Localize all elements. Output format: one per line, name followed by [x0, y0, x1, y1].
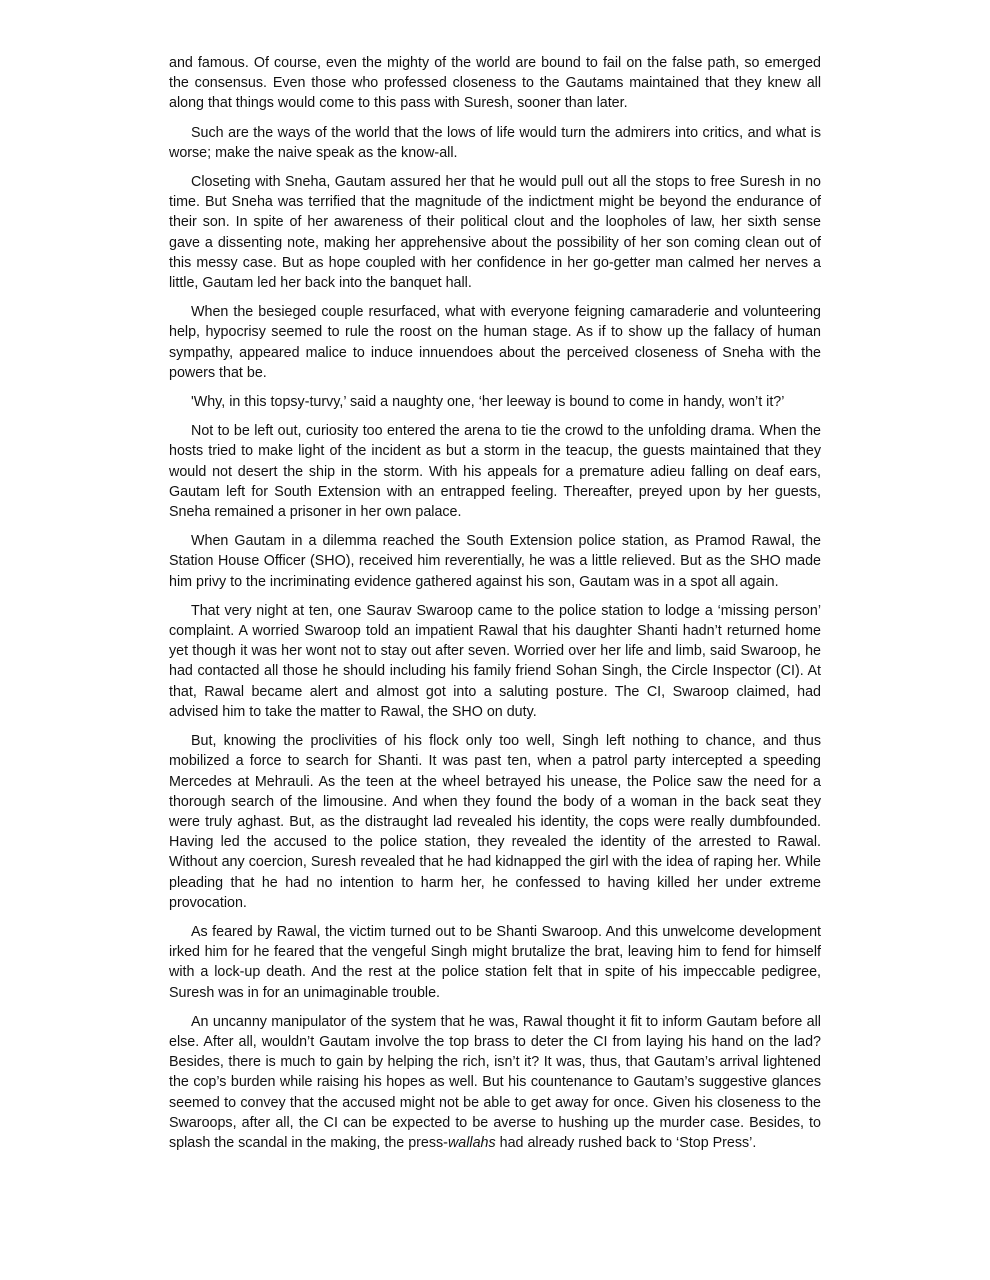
- paragraph: As feared by Rawal, the victim turned out to be Shanti Swaroop. And this unwelcome development irked him for he feared that the vengeful Singh might brutalize the brat, leaving him to fend for himself with a lock-up death. And the rest at the police station felt that in spite of his impeccable pedigree, Suresh was in for an unimaginable trouble.: [169, 923, 821, 1001]
- paragraph-last: [169, 1012, 821, 1153]
- paragraph-text: An uncanny manipulator of the system that he was, Rawal thought it fit to inform Gautam before all else. After all, wouldn’t Gautam involve the top brass to deter the CI from laying his hand on the lad? Besides, there is much to gain by helping the rich, isn’t it? It was, thus, that Gautam’s arrival lightened the cop’s burden while raising his hopes as well. But his countenance to Gautam’s suggestive glances seemed to convey that the accused might not be able to get away for once. Given his closeness to the Swaroops, after all, the CI can be expected to be averse to hushing up the murder case. Besides, to splash the scandal in the making, the press-: [169, 1013, 821, 1151]
- document-page: [169, 53, 821, 1162]
- paragraph: That very night at ten, one Saurav Swaroop came to the police station to lodge a ‘missing person’ complaint. A worried Swaroop told an impatient Rawal that his daughter Shanti hadn’t returned home yet though it was her wont not to stay out after seven. Worried over her life and limb, said Swaroop, he had contacted all those he should including his family friend Sohan Singh, the Circle Inspector (CI). At that, Rawal became alert and almost got into a saluting posture. The CI, Swaroop claimed, had advised him to take the matter to Rawal, the SHO on duty.: [169, 602, 821, 720]
- paragraph: Closeting with Sneha, Gautam assured her that he would pull out all the stops to free Suresh in no time. But Sneha was terrified that the magnitude of the indictment might be beyond the endurance of their son. In spite of her awareness of their political clout and the loopholes of law, her sixth sense gave a dissenting note, making her apprehensive about the possibility of her son coming clean out of this messy case. But as hope coupled with her confidence in her go-getter man calmed her nerves a little, Gautam led her back into the banquet hall.: [169, 174, 821, 292]
- paragraph: Such are the ways of the world that the lows of life would turn the admirers into critics, and what is worse; make the naive speak as the know-all.: [169, 124, 821, 161]
- paragraph: 'Why, in this topsy-turvy,’ said a naughty one, ‘her leeway is bound to come in handy, won’t it?’: [191, 394, 785, 411]
- italic-term: wallahs: [447, 1134, 496, 1151]
- paragraph: But, knowing the proclivities of his flock only too well, Singh left nothing to chance, and thus mobilized a force to search for Shanti. It was past ten, when a patrol party intercepted a speeding Mercedes at Mehrauli. As the teen at the wheel betrayed his unease, the Police saw the need for a thorough search of the limousine. And when they found the body of a woman in the back seat they were truly aghast. But, as the distraught lad revealed his identity, the cops were really dumbfounded. Having led the accused to the police station, they revealed the identity of the arrested to Rawal. Without any coercion, Suresh revealed that he had kidnapped the girl with the idea of raping her. While pleading that he had no intention to harm her, he confessed to having killed her under extreme provocation.: [169, 733, 821, 911]
- paragraph: When Gautam in a dilemma reached the South Extension police station, as Pramod Rawal, the Station House Officer (SHO), received him reverentially, he was a little relieved. But as the SHO made him privy to the incriminating evidence gathered against his son, Gautam was in a spot all again.: [169, 533, 821, 590]
- paragraph-text: had already rushed back to ‘Stop Press’.: [495, 1134, 757, 1151]
- paragraph: Not to be left out, curiosity too entered the arena to tie the crowd to the unfolding drama. When the hosts tried to make light of the incident as but a storm in the teacup, the guests maintained that they would not desert the ship in the storm. With his appeals for a premature adieu falling on deaf ears, Gautam left for South Extension with an entrapped feeling. Thereafter, preyed upon by her guests, Sneha remained a prisoner in her own palace.: [169, 423, 821, 521]
- paragraph: When the besieged couple resurfaced, what with everyone feigning camaraderie and volunteering help, hypocrisy seemed to rule the roost on the human stage. As if to show up the fallacy of human sympathy, appeared malice to induce innuendoes about the perceived closeness of Sneha with the powers that be.: [169, 304, 821, 381]
- paragraph: and famous. Of course, even the mighty of the world are bound to fail on the false path, so emerged the consensus. Even those who professed closeness to the Gautams maintained that they knew all along that things would come to this pass with Suresh, sooner than later.: [169, 55, 821, 112]
